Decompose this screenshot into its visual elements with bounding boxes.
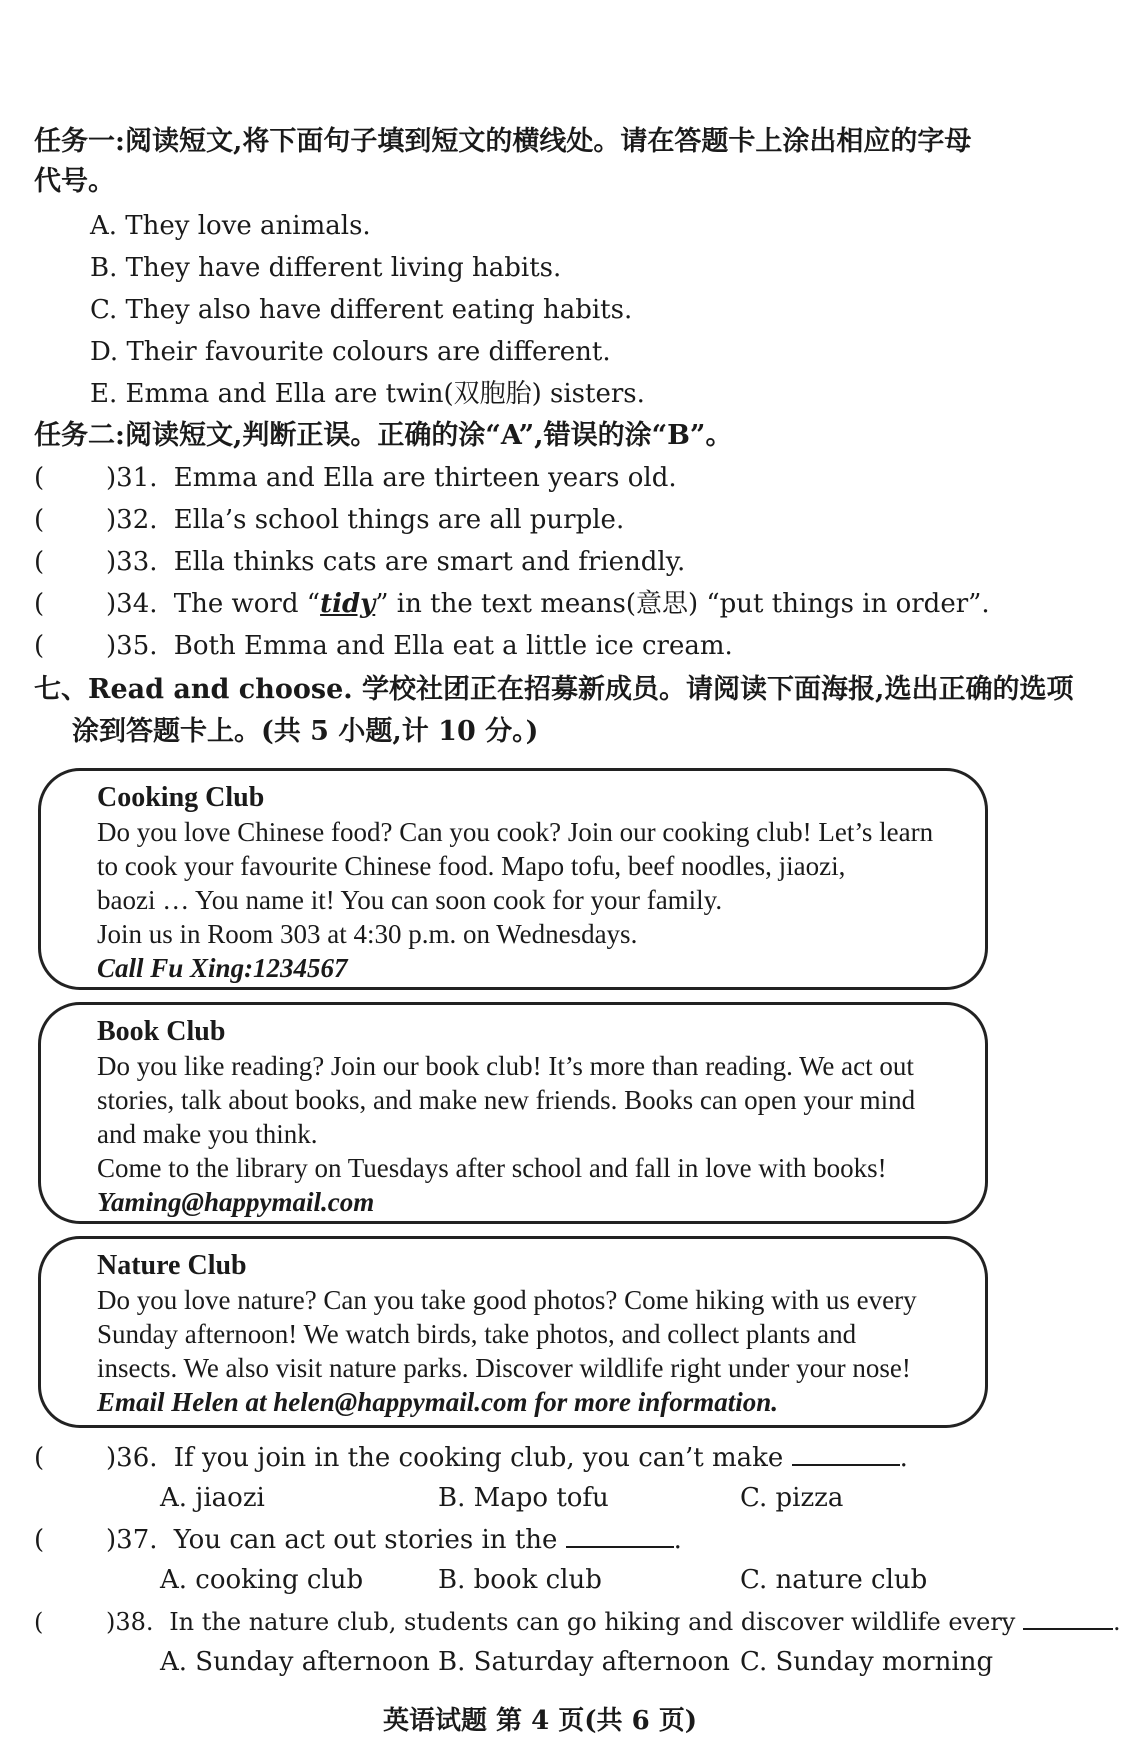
question-end: .	[1113, 1608, 1121, 1636]
cooking-club-poster	[38, 768, 988, 990]
club-title: Nature Club	[97, 1250, 247, 1281]
club-contact: Yaming@happymail.com	[97, 1187, 375, 1217]
task1-option-c: C. They also have different eating habits.	[90, 295, 633, 325]
answer-blank[interactable]	[792, 1442, 900, 1466]
answer-paren[interactable]: (	[34, 1525, 45, 1555]
answer-paren-close: )	[106, 1525, 117, 1555]
club-title: Cooking Club	[97, 782, 265, 813]
answer-paren[interactable]: (	[34, 631, 45, 661]
option-36-c: C. pizza	[740, 1483, 844, 1513]
answer-paren[interactable]: (	[34, 589, 45, 619]
question-number: 35.	[116, 631, 158, 661]
question-stem: In the nature club, students can go hiking and discover wildlife every	[169, 1608, 1016, 1636]
question-number: 34.	[116, 589, 158, 619]
keyword-tidy: tidy	[320, 589, 376, 619]
option-38-c: C. Sunday morning	[740, 1647, 994, 1677]
question-text: Ella thinks cats are smart and friendly.	[173, 547, 686, 577]
club-line: to cook your favourite Chinese food. Mapo tofu, beef noodles, jiaozi,	[97, 851, 846, 881]
answer-paren-close: )	[106, 631, 117, 661]
club-line: stories, talk about books, and make new friends. Books can open your mind	[97, 1085, 916, 1115]
club-contact: Email Helen at helen@happymail.com for more information.	[97, 1387, 778, 1417]
answer-paren-close: )	[106, 589, 117, 619]
answer-paren[interactable]: (	[34, 505, 45, 535]
question-end: .	[899, 1443, 908, 1473]
question-37	[34, 1522, 682, 1558]
question-text: Emma and Ella are thirteen years old.	[173, 463, 677, 493]
option-37-a: A. cooking club	[160, 1565, 364, 1595]
question-number: 38.	[115, 1608, 154, 1636]
question-number: 32.	[116, 505, 158, 535]
club-line: Join us in Room 303 at 4:30 p.m. on Wednesdays.	[97, 919, 638, 949]
club-title: Book Club	[97, 1016, 226, 1047]
question-38	[34, 1604, 1121, 1640]
task1-option-e: E. Emma and Ella are twin(双胞胎) sisters.	[90, 379, 645, 409]
answer-paren[interactable]: (	[34, 1443, 45, 1473]
question-text: Both Emma and Ella eat a little ice cream.	[173, 631, 733, 661]
question-text: Ella’s school things are all purple.	[173, 505, 625, 535]
option-37-b: B. book club	[438, 1565, 602, 1595]
answer-paren-close: )	[106, 1443, 117, 1473]
club-line: baozi … You name it! You can soon cook for your family.	[97, 885, 723, 915]
task1-title: 任务一:阅读短文,将下面句子填到短文的横线处。请在答题卡上涂出相应的字母	[34, 126, 972, 157]
club-line: Sunday afternoon! We watch birds, take photos, and collect plants and	[97, 1319, 857, 1349]
task2-title: 任务二:阅读短文,判断正误。正确的涂“A”,错误的涂“B”。	[34, 420, 733, 451]
club-line: Do you love nature? Can you take good photos? Come hiking with us every	[97, 1285, 917, 1315]
page-footer: 英语试题 第 4 页(共 6 页)	[382, 1706, 698, 1736]
club-line: Do you like reading? Join our book club! It’s more than reading. We act out	[97, 1051, 914, 1081]
question-stem: If you join in the cooking club, you can’t make	[173, 1443, 784, 1473]
answer-blank[interactable]	[1023, 1606, 1113, 1630]
club-line: and make you think.	[97, 1119, 318, 1149]
question-end: .	[673, 1525, 682, 1555]
answer-paren-close: )	[106, 547, 117, 577]
judge-item-31	[34, 460, 677, 496]
club-line: insects. We also visit nature parks. Discover wildlife right under your nose!	[97, 1353, 911, 1383]
option-36-b: B. Mapo tofu	[438, 1483, 609, 1513]
task1-option-d: D. Their favourite colours are different.	[90, 337, 611, 367]
section7-heading: 七、Read and choose. 学校社团正在招募新成员。请阅读下面海报,选出正确的选项	[34, 674, 1074, 705]
task1-option-a: A. They love animals.	[90, 211, 371, 241]
club-line: Do you love Chinese food? Can you cook? Join our cooking club! Let’s learn	[97, 817, 934, 847]
question-text-before: The word “	[173, 589, 321, 619]
task1-option-b: B. They have different living habits.	[90, 253, 562, 283]
option-36-a: A. jiaozi	[160, 1483, 265, 1513]
question-number: 36.	[116, 1443, 158, 1473]
answer-paren-close: )	[106, 463, 117, 493]
option-38-a: A. Sunday afternoon	[160, 1647, 430, 1677]
question-number: 31.	[116, 463, 158, 493]
question-number: 33.	[116, 547, 158, 577]
nature-club-poster	[38, 1236, 988, 1428]
task1-title-cont: 代号。	[34, 166, 115, 197]
option-38-b: B. Saturday afternoon	[438, 1647, 730, 1677]
answer-paren-close: )	[106, 505, 117, 535]
answer-paren[interactable]: (	[34, 547, 45, 577]
answer-paren[interactable]: (	[34, 1608, 44, 1636]
question-36	[34, 1440, 908, 1476]
judge-item-32	[34, 502, 624, 538]
judge-item-33	[34, 544, 685, 580]
question-number: 37.	[116, 1525, 158, 1555]
answer-paren-close: )	[106, 1608, 116, 1636]
answer-paren[interactable]: (	[34, 463, 45, 493]
option-37-c: C. nature club	[740, 1565, 928, 1595]
judge-item-34	[34, 586, 990, 622]
section7-heading-cont: 涂到答题卡上。(共 5 小题,计 10 分。)	[72, 716, 539, 747]
question-stem: You can act out stories in the	[173, 1525, 558, 1555]
question-text-after: ” in the text means(意思) “put things in order”.	[375, 589, 990, 619]
judge-item-35	[34, 628, 733, 664]
answer-blank[interactable]	[566, 1524, 674, 1548]
book-club-poster	[38, 1002, 988, 1224]
club-contact: Call Fu Xing:1234567	[97, 953, 348, 983]
club-line: Come to the library on Tuesdays after school and fall in love with books!	[97, 1153, 887, 1183]
